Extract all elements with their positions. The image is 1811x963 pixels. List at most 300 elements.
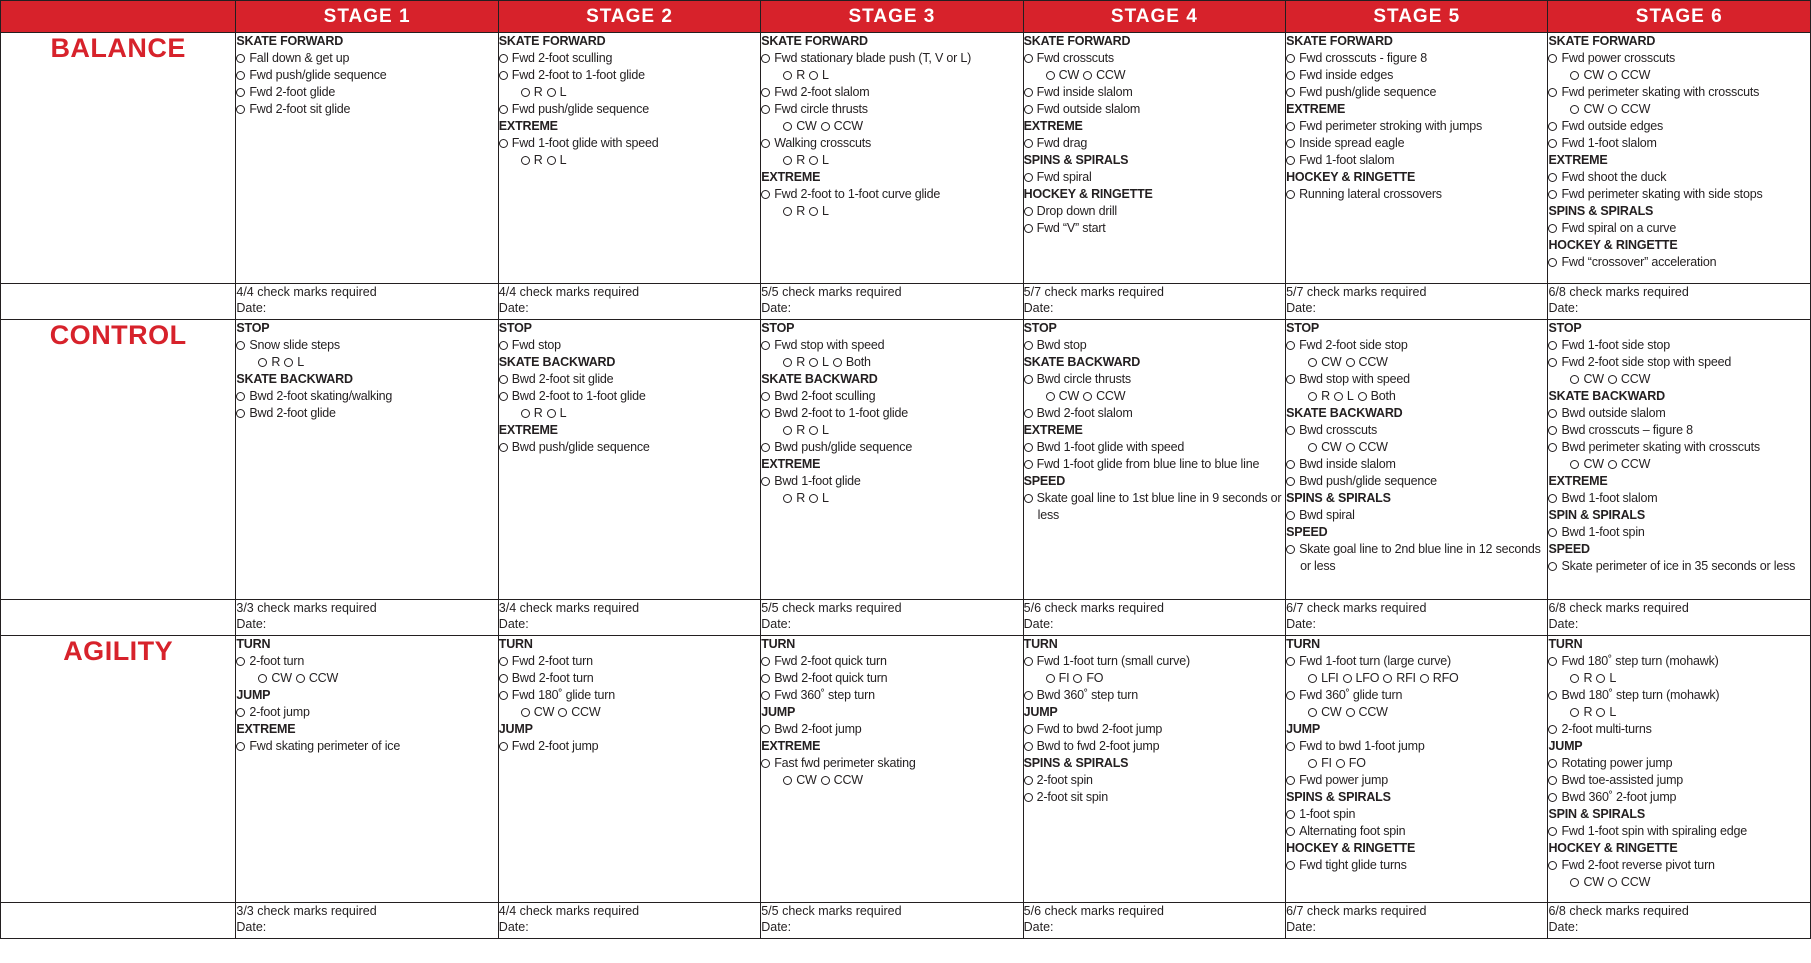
date-field-label[interactable]: Date: bbox=[1286, 301, 1316, 315]
option-checkbox-circle-icon[interactable] bbox=[783, 494, 792, 503]
date-field-label[interactable]: Date: bbox=[236, 617, 267, 631]
option-checkbox-circle-icon[interactable] bbox=[1336, 759, 1345, 768]
option-checkbox-circle-icon[interactable] bbox=[1596, 674, 1605, 683]
skill-item[interactable] bbox=[1286, 772, 1547, 789]
checkbox-circle-icon[interactable] bbox=[761, 443, 770, 452]
skill-item[interactable] bbox=[236, 50, 497, 67]
option-checkbox-circle-icon[interactable] bbox=[1570, 878, 1579, 887]
checkbox-circle-icon[interactable] bbox=[1286, 545, 1295, 554]
option-checkbox-circle-icon[interactable] bbox=[1570, 105, 1579, 114]
skill-item[interactable] bbox=[1548, 490, 1810, 507]
option-checkbox-circle-icon[interactable] bbox=[1608, 105, 1617, 114]
option-checkbox-circle-icon[interactable] bbox=[521, 708, 530, 717]
skill-item[interactable] bbox=[1286, 806, 1547, 823]
checkbox-circle-icon[interactable] bbox=[1548, 358, 1557, 367]
skill-item[interactable] bbox=[1024, 135, 1285, 152]
checkbox-circle-icon[interactable] bbox=[1286, 691, 1295, 700]
skill-item[interactable] bbox=[1548, 687, 1810, 704]
skill-item[interactable] bbox=[1548, 772, 1810, 789]
skill-item[interactable] bbox=[1286, 456, 1547, 473]
skill-item[interactable] bbox=[1548, 84, 1810, 101]
checkbox-circle-icon[interactable] bbox=[1548, 258, 1557, 267]
checkbox-circle-icon[interactable] bbox=[1286, 477, 1295, 486]
checkbox-circle-icon[interactable] bbox=[761, 392, 770, 401]
option-checkbox-circle-icon[interactable] bbox=[1383, 674, 1392, 683]
skill-item[interactable] bbox=[1548, 524, 1810, 541]
skill-item[interactable] bbox=[761, 101, 1022, 118]
option-checkbox-circle-icon[interactable] bbox=[547, 88, 556, 97]
skill-item[interactable] bbox=[1024, 772, 1285, 789]
skill-item[interactable] bbox=[1286, 50, 1547, 67]
skill-item[interactable] bbox=[1024, 101, 1285, 118]
checkbox-circle-icon[interactable] bbox=[499, 139, 508, 148]
option-checkbox-circle-icon[interactable] bbox=[1420, 674, 1429, 683]
skill-item[interactable] bbox=[761, 84, 1022, 101]
checkbox-circle-icon[interactable] bbox=[499, 674, 508, 683]
date-field-label[interactable]: Date: bbox=[1286, 617, 1316, 631]
checkbox-circle-icon[interactable] bbox=[1286, 776, 1295, 785]
checkbox-circle-icon[interactable] bbox=[236, 88, 245, 97]
skill-item[interactable] bbox=[1548, 354, 1810, 371]
option-checkbox-circle-icon[interactable] bbox=[1608, 460, 1617, 469]
date-field-label[interactable]: Date: bbox=[236, 301, 267, 315]
skill-item[interactable] bbox=[761, 653, 1022, 670]
checkbox-circle-icon[interactable] bbox=[1286, 190, 1295, 199]
date-field-label[interactable]: Date: bbox=[498, 301, 529, 315]
skill-item[interactable] bbox=[1024, 405, 1285, 422]
option-checkbox-circle-icon[interactable] bbox=[284, 358, 293, 367]
skill-item[interactable] bbox=[1286, 118, 1547, 135]
checkbox-circle-icon[interactable] bbox=[1286, 71, 1295, 80]
option-checkbox-circle-icon[interactable] bbox=[1570, 460, 1579, 469]
skill-item[interactable] bbox=[1286, 473, 1547, 490]
skill-item[interactable] bbox=[1548, 789, 1810, 806]
checkbox-circle-icon[interactable] bbox=[1548, 793, 1557, 802]
skill-item[interactable] bbox=[236, 653, 497, 670]
option-checkbox-circle-icon[interactable] bbox=[1073, 674, 1082, 683]
option-checkbox-circle-icon[interactable] bbox=[1308, 443, 1317, 452]
checkbox-circle-icon[interactable] bbox=[1024, 494, 1033, 503]
control-requirements-row bbox=[1, 600, 1811, 636]
checkbox-circle-icon[interactable] bbox=[236, 105, 245, 114]
checkbox-circle-icon[interactable] bbox=[1024, 54, 1033, 63]
option-checkbox-circle-icon[interactable] bbox=[1343, 674, 1352, 683]
checkbox-circle-icon[interactable] bbox=[236, 409, 245, 418]
checkbox-circle-icon[interactable] bbox=[1024, 793, 1033, 802]
skill-item[interactable] bbox=[1024, 738, 1285, 755]
skill-item[interactable] bbox=[1286, 857, 1547, 874]
skill-item[interactable] bbox=[499, 50, 760, 67]
skill-item[interactable] bbox=[1548, 653, 1810, 670]
skill-item[interactable] bbox=[1548, 50, 1810, 67]
checkbox-circle-icon[interactable] bbox=[761, 341, 770, 350]
skill-item[interactable] bbox=[499, 371, 760, 388]
option-checkbox-circle-icon[interactable] bbox=[1346, 708, 1355, 717]
skill-item-label: Drop down drill bbox=[1036, 204, 1118, 218]
checkbox-circle-icon[interactable] bbox=[499, 105, 508, 114]
skill-item[interactable] bbox=[499, 67, 760, 84]
checkbox-circle-icon[interactable] bbox=[1024, 742, 1033, 751]
option-checkbox-circle-icon[interactable] bbox=[783, 776, 792, 785]
option-checkbox-circle-icon[interactable] bbox=[1358, 392, 1367, 401]
checkbox-circle-icon[interactable] bbox=[1548, 494, 1557, 503]
skill-item[interactable] bbox=[1286, 186, 1547, 203]
checkbox-circle-icon[interactable] bbox=[1548, 88, 1557, 97]
skill-item[interactable] bbox=[1548, 755, 1810, 772]
checkbox-circle-icon[interactable] bbox=[1548, 528, 1557, 537]
skill-item[interactable] bbox=[236, 405, 497, 422]
skill-item[interactable] bbox=[236, 337, 497, 354]
option-checkbox-circle-icon[interactable] bbox=[1046, 674, 1055, 683]
option-checkbox-circle-icon[interactable] bbox=[809, 207, 818, 216]
skill-item[interactable] bbox=[761, 337, 1022, 354]
skill-item-label: Fwd outside slalom bbox=[1036, 102, 1141, 116]
checkbox-circle-icon[interactable] bbox=[236, 708, 245, 717]
checkbox-circle-icon[interactable] bbox=[761, 674, 770, 683]
skill-item[interactable] bbox=[761, 473, 1022, 490]
skill-item[interactable] bbox=[761, 439, 1022, 456]
checkbox-circle-icon[interactable] bbox=[1024, 725, 1033, 734]
skill-item[interactable] bbox=[1286, 371, 1547, 388]
checkbox-circle-icon[interactable] bbox=[1024, 139, 1033, 148]
skill-item[interactable] bbox=[1024, 789, 1285, 806]
option-checkbox-circle-icon[interactable] bbox=[1346, 358, 1355, 367]
skill-item[interactable] bbox=[236, 84, 497, 101]
skill-item[interactable] bbox=[761, 405, 1022, 422]
checkbox-circle-icon[interactable] bbox=[1024, 207, 1033, 216]
option-checkbox-circle-icon[interactable] bbox=[783, 122, 792, 131]
checkbox-circle-icon[interactable] bbox=[761, 725, 770, 734]
skill-item[interactable] bbox=[236, 388, 497, 405]
checkbox-circle-icon[interactable] bbox=[1286, 156, 1295, 165]
option-checkbox-circle-icon[interactable] bbox=[783, 71, 792, 80]
checkbox-circle-icon[interactable] bbox=[761, 409, 770, 418]
skill-item[interactable] bbox=[1024, 371, 1285, 388]
skill-item[interactable] bbox=[236, 738, 497, 755]
option-checkbox-circle-icon[interactable] bbox=[1608, 71, 1617, 80]
checkbox-circle-icon[interactable] bbox=[499, 392, 508, 401]
checkbox-circle-icon[interactable] bbox=[1024, 88, 1033, 97]
option-checkbox-circle-icon[interactable] bbox=[1083, 71, 1092, 80]
skill-item[interactable] bbox=[1286, 67, 1547, 84]
option-checkbox-circle-icon[interactable] bbox=[258, 358, 267, 367]
skill-item[interactable] bbox=[1024, 203, 1285, 220]
option-checkbox-circle-icon[interactable] bbox=[833, 358, 842, 367]
skill-item[interactable] bbox=[761, 755, 1022, 772]
skill-item[interactable] bbox=[499, 135, 760, 152]
option-checkbox-circle-icon[interactable] bbox=[1346, 443, 1355, 452]
option-checkbox-circle-icon[interactable] bbox=[809, 494, 818, 503]
checkbox-circle-icon[interactable] bbox=[1548, 657, 1557, 666]
skill-item[interactable] bbox=[1286, 823, 1547, 840]
skill-item[interactable] bbox=[1548, 422, 1810, 439]
checkbox-circle-icon[interactable] bbox=[1286, 375, 1295, 384]
checkbox-circle-icon[interactable] bbox=[761, 105, 770, 114]
check-marks-required-text: 5/7 check marks required bbox=[1286, 285, 1427, 299]
checkbox-circle-icon[interactable] bbox=[499, 657, 508, 666]
checkbox-circle-icon[interactable] bbox=[1024, 776, 1033, 785]
checkbox-circle-icon[interactable] bbox=[236, 742, 245, 751]
checkbox-circle-icon[interactable] bbox=[761, 88, 770, 97]
option-checkbox-circle-icon[interactable] bbox=[1608, 375, 1617, 384]
checkbox-circle-icon[interactable] bbox=[1548, 725, 1557, 734]
option-checkbox-circle-icon[interactable] bbox=[258, 674, 267, 683]
skill-item[interactable] bbox=[1286, 738, 1547, 755]
option-checkbox-circle-icon[interactable] bbox=[547, 409, 556, 418]
skill-item[interactable] bbox=[1548, 186, 1810, 203]
checkbox-circle-icon[interactable] bbox=[1286, 139, 1295, 148]
skill-item[interactable] bbox=[1548, 823, 1810, 840]
skill-item[interactable] bbox=[1286, 541, 1547, 575]
checkbox-circle-icon[interactable] bbox=[1286, 426, 1295, 435]
checkbox-circle-icon[interactable] bbox=[761, 759, 770, 768]
skill-item[interactable] bbox=[1286, 337, 1547, 354]
skill-item[interactable] bbox=[1024, 687, 1285, 704]
option-checkbox-circle-icon[interactable] bbox=[1596, 708, 1605, 717]
checkbox-circle-icon[interactable] bbox=[1024, 460, 1033, 469]
option-checkbox-circle-icon[interactable] bbox=[1083, 392, 1092, 401]
skill-item[interactable] bbox=[1548, 169, 1810, 186]
skill-item-label: Fwd crosscuts bbox=[1036, 51, 1114, 65]
option-checkbox-circle-icon[interactable] bbox=[521, 88, 530, 97]
checkbox-circle-icon[interactable] bbox=[1548, 139, 1557, 148]
option-checkbox-circle-icon[interactable] bbox=[558, 708, 567, 717]
checkbox-circle-icon[interactable] bbox=[1286, 657, 1295, 666]
checkbox-circle-icon[interactable] bbox=[1548, 562, 1557, 571]
checkbox-circle-icon[interactable] bbox=[1548, 759, 1557, 768]
checkbox-circle-icon[interactable] bbox=[1548, 409, 1557, 418]
option-checkbox-circle-icon[interactable] bbox=[783, 358, 792, 367]
skill-section-heading: SPEED bbox=[1286, 525, 1328, 539]
skill-section-heading: TURN bbox=[1023, 637, 1058, 651]
checkbox-circle-icon[interactable] bbox=[499, 375, 508, 384]
option-checkbox-circle-icon[interactable] bbox=[783, 207, 792, 216]
checkbox-circle-icon[interactable] bbox=[1286, 827, 1295, 836]
skill-item[interactable] bbox=[236, 101, 497, 118]
checkbox-circle-icon[interactable] bbox=[1548, 827, 1557, 836]
option-checkbox-circle-icon[interactable] bbox=[809, 358, 818, 367]
checkbox-circle-icon[interactable] bbox=[1286, 88, 1295, 97]
checkbox-circle-icon[interactable] bbox=[1548, 861, 1557, 870]
skill-item[interactable] bbox=[499, 653, 760, 670]
checkbox-circle-icon[interactable] bbox=[1286, 341, 1295, 350]
checkbox-circle-icon[interactable] bbox=[1024, 657, 1033, 666]
skill-item[interactable] bbox=[236, 704, 497, 721]
option-checkbox-circle-icon[interactable] bbox=[783, 426, 792, 435]
skill-item[interactable] bbox=[1024, 721, 1285, 738]
checkbox-circle-icon[interactable] bbox=[1286, 122, 1295, 131]
skill-item[interactable] bbox=[1286, 653, 1547, 670]
option-checkbox-circle-icon[interactable] bbox=[1570, 674, 1579, 683]
option-checkbox-circle-icon[interactable] bbox=[783, 156, 792, 165]
skill-item[interactable] bbox=[499, 687, 760, 704]
checkbox-circle-icon[interactable] bbox=[1548, 691, 1557, 700]
checkbox-circle-icon[interactable] bbox=[499, 341, 508, 350]
skill-item[interactable] bbox=[1286, 507, 1547, 524]
date-field-label[interactable]: Date: bbox=[761, 920, 792, 934]
skill-item-label: Snow slide steps bbox=[249, 338, 340, 352]
option-label: CCW bbox=[1096, 68, 1126, 82]
skill-item[interactable] bbox=[1024, 439, 1285, 456]
checkbox-circle-icon[interactable] bbox=[1024, 375, 1033, 384]
checkbox-circle-icon[interactable] bbox=[236, 71, 245, 80]
date-field-label[interactable]: Date: bbox=[761, 301, 792, 315]
checkbox-circle-icon[interactable] bbox=[1286, 861, 1295, 870]
checkbox-circle-icon[interactable] bbox=[1548, 173, 1557, 182]
option-checkbox-circle-icon[interactable] bbox=[1570, 71, 1579, 80]
skill-item[interactable] bbox=[1548, 721, 1810, 738]
option-checkbox-circle-icon[interactable] bbox=[1570, 375, 1579, 384]
checkbox-circle-icon[interactable] bbox=[1548, 776, 1557, 785]
skill-item[interactable] bbox=[1024, 456, 1285, 473]
checkbox-circle-icon[interactable] bbox=[761, 477, 770, 486]
checkbox-circle-icon[interactable] bbox=[1548, 341, 1557, 350]
option-checkbox-circle-icon[interactable] bbox=[296, 674, 305, 683]
checkbox-circle-icon[interactable] bbox=[761, 657, 770, 666]
skill-item[interactable] bbox=[499, 101, 760, 118]
date-field-label[interactable]: Date: bbox=[498, 920, 529, 934]
checkbox-circle-icon[interactable] bbox=[761, 691, 770, 700]
checkbox-circle-icon[interactable] bbox=[236, 341, 245, 350]
skill-item[interactable] bbox=[1024, 337, 1285, 354]
checkbox-circle-icon[interactable] bbox=[1286, 810, 1295, 819]
checkbox-circle-icon[interactable] bbox=[761, 139, 770, 148]
skill-item[interactable] bbox=[761, 50, 1022, 67]
option-checkbox-circle-icon[interactable] bbox=[547, 156, 556, 165]
skill-item[interactable] bbox=[761, 135, 1022, 152]
option-checkbox-circle-icon[interactable] bbox=[1308, 358, 1317, 367]
checkbox-circle-icon[interactable] bbox=[761, 190, 770, 199]
option-checkbox-circle-icon[interactable] bbox=[1046, 392, 1055, 401]
skill-item[interactable] bbox=[1548, 254, 1810, 271]
skill-item[interactable] bbox=[1548, 857, 1810, 874]
checkbox-circle-icon[interactable] bbox=[1024, 224, 1033, 233]
skill-item[interactable] bbox=[761, 388, 1022, 405]
date-field-label[interactable]: Date: bbox=[498, 617, 529, 631]
option-checkbox-circle-icon[interactable] bbox=[821, 776, 830, 785]
requirements-row-label bbox=[1, 284, 236, 320]
option-checkbox-circle-icon[interactable] bbox=[521, 156, 530, 165]
checkbox-circle-icon[interactable] bbox=[1548, 190, 1557, 199]
checkbox-circle-icon[interactable] bbox=[236, 54, 245, 63]
option-checkbox-circle-icon[interactable] bbox=[1046, 71, 1055, 80]
option-label: CW bbox=[1583, 457, 1604, 471]
skill-item[interactable] bbox=[499, 670, 760, 687]
checkbox-circle-icon[interactable] bbox=[1286, 742, 1295, 751]
date-field-label[interactable]: Date: bbox=[1548, 920, 1579, 934]
skill-item[interactable] bbox=[1024, 84, 1285, 101]
checkbox-circle-icon[interactable] bbox=[1024, 341, 1033, 350]
option-checkbox-circle-icon[interactable] bbox=[1308, 392, 1317, 401]
skill-item[interactable] bbox=[1548, 118, 1810, 135]
date-field-label[interactable]: Date: bbox=[1023, 617, 1054, 631]
skill-item[interactable] bbox=[1548, 337, 1810, 354]
date-field-label[interactable]: Date: bbox=[1286, 920, 1316, 934]
skill-item[interactable] bbox=[1548, 135, 1810, 152]
checkbox-circle-icon[interactable] bbox=[1548, 122, 1557, 131]
balance-stage-2-requirement bbox=[498, 284, 760, 320]
skill-item[interactable] bbox=[1548, 558, 1810, 575]
skill-section-heading: SKATE BACKWARD bbox=[498, 355, 616, 369]
skill-item[interactable] bbox=[499, 388, 760, 405]
date-field-label[interactable]: Date: bbox=[1023, 920, 1054, 934]
skill-item[interactable] bbox=[1286, 135, 1547, 152]
skill-item[interactable] bbox=[761, 670, 1022, 687]
option-checkbox-circle-icon[interactable] bbox=[1608, 878, 1617, 887]
checkbox-circle-icon[interactable] bbox=[499, 691, 508, 700]
date-field-label[interactable]: Date: bbox=[1548, 301, 1579, 315]
skill-item[interactable] bbox=[1286, 152, 1547, 169]
skill-item[interactable] bbox=[1024, 220, 1285, 237]
checkbox-circle-icon[interactable] bbox=[1548, 54, 1557, 63]
date-field-label[interactable]: Date: bbox=[761, 617, 792, 631]
skill-item[interactable] bbox=[761, 687, 1022, 704]
checkbox-circle-icon[interactable] bbox=[236, 657, 245, 666]
checkbox-circle-icon[interactable] bbox=[499, 443, 508, 452]
option-checkbox-circle-icon[interactable] bbox=[809, 71, 818, 80]
option-checkbox-circle-icon[interactable] bbox=[809, 156, 818, 165]
checkbox-circle-icon[interactable] bbox=[1024, 691, 1033, 700]
check-marks-required-text: 4/4 check marks required bbox=[498, 285, 640, 299]
skill-item[interactable] bbox=[1548, 220, 1810, 237]
skill-item[interactable] bbox=[236, 67, 497, 84]
skill-item[interactable] bbox=[1286, 422, 1547, 439]
skill-item[interactable] bbox=[499, 337, 760, 354]
checkbox-circle-icon[interactable] bbox=[1286, 460, 1295, 469]
checkbox-circle-icon[interactable] bbox=[499, 742, 508, 751]
skill-item[interactable] bbox=[499, 738, 760, 755]
skill-item[interactable] bbox=[499, 439, 760, 456]
checkbox-circle-icon[interactable] bbox=[1286, 511, 1295, 520]
skill-item[interactable] bbox=[1286, 687, 1547, 704]
checkbox-circle-icon[interactable] bbox=[499, 54, 508, 63]
option-checkbox-circle-icon[interactable] bbox=[1570, 708, 1579, 717]
skill-item[interactable] bbox=[761, 186, 1022, 203]
checkbox-circle-icon[interactable] bbox=[761, 54, 770, 63]
checkbox-circle-icon[interactable] bbox=[1024, 105, 1033, 114]
skill-item[interactable] bbox=[1024, 490, 1285, 524]
option-checkbox-circle-icon[interactable] bbox=[1308, 674, 1317, 683]
skill-item[interactable] bbox=[1024, 653, 1285, 670]
checkbox-circle-icon[interactable] bbox=[499, 71, 508, 80]
skill-item[interactable] bbox=[761, 721, 1022, 738]
skill-item[interactable] bbox=[1548, 405, 1810, 422]
option-checkbox-circle-icon[interactable] bbox=[521, 409, 530, 418]
checkbox-circle-icon[interactable] bbox=[1024, 409, 1033, 418]
skill-item[interactable] bbox=[1286, 84, 1547, 101]
checkbox-circle-icon[interactable] bbox=[1024, 443, 1033, 452]
option-checkbox-circle-icon[interactable] bbox=[1334, 392, 1343, 401]
date-field-label[interactable]: Date: bbox=[236, 920, 267, 934]
option-checkbox-circle-icon[interactable] bbox=[1308, 708, 1317, 717]
skill-item[interactable] bbox=[1548, 439, 1810, 456]
option-checkbox-circle-icon[interactable] bbox=[821, 122, 830, 131]
checkbox-circle-icon[interactable] bbox=[236, 392, 245, 401]
checkbox-circle-icon[interactable] bbox=[1548, 224, 1557, 233]
skill-section-heading: SPEED bbox=[1023, 474, 1066, 488]
checkbox-circle-icon[interactable] bbox=[1548, 443, 1557, 452]
option-checkbox-circle-icon[interactable] bbox=[1308, 759, 1317, 768]
skill-item[interactable] bbox=[1024, 169, 1285, 186]
option-checkbox-circle-icon[interactable] bbox=[809, 426, 818, 435]
checkbox-circle-icon[interactable] bbox=[1548, 426, 1557, 435]
checkbox-circle-icon[interactable] bbox=[1286, 54, 1295, 63]
skill-item[interactable] bbox=[1024, 50, 1285, 67]
date-field-label[interactable]: Date: bbox=[1023, 301, 1054, 315]
checkbox-circle-icon[interactable] bbox=[1024, 173, 1033, 182]
skill-section-heading: JUMP bbox=[236, 688, 271, 702]
date-field-label[interactable]: Date: bbox=[1548, 617, 1579, 631]
